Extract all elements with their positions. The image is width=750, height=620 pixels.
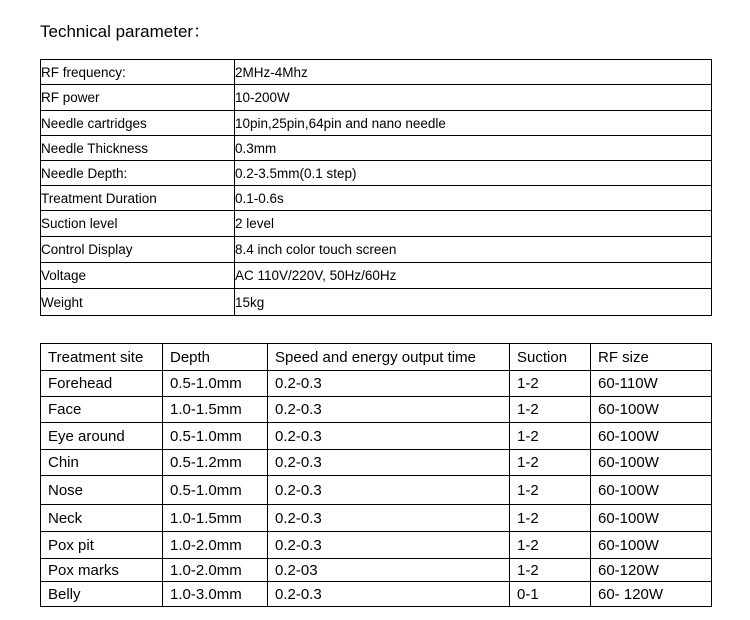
cell-speed-energy-time: 0.2-0.3 [268,476,510,505]
parameter-row [41,186,712,211]
parameter-value: 2 level [235,211,712,237]
cell-suction: 1-2 [510,371,591,397]
cell-speed-energy-time: 0.2-0.3 [268,397,510,423]
cell-depth: 0.5-1.0mm [163,423,268,450]
cell-rf-size: 60-120W [591,559,712,582]
cell-rf-size: 60-100W [591,450,712,476]
column-header-depth: Depth [163,344,268,371]
column-header-suction: Suction [510,344,591,371]
cell-depth: 1.0-2.0mm [163,532,268,559]
cell-depth: 0.5-1.2mm [163,450,268,476]
cell-suction: 1-2 [510,450,591,476]
table-row [41,532,712,559]
cell-treatment-site: Face [41,397,163,423]
cell-rf-size: 60- 120W [591,582,712,607]
parameter-value: 2MHz-4Mhz [235,60,712,85]
cell-suction: 1-2 [510,397,591,423]
table-row [41,476,712,505]
cell-rf-size: 60-100W [591,397,712,423]
cell-suction: 1-2 [510,476,591,505]
cell-speed-energy-time: 0.2-0.3 [268,450,510,476]
cell-rf-size: 60-100W [591,532,712,559]
cell-treatment-site: Pox pit [41,532,163,559]
cell-rf-size: 60-100W [591,423,712,450]
parameter-value: 10-200W [235,85,712,111]
parameter-value: 15kg [235,289,712,316]
cell-suction: 1-2 [510,559,591,582]
parameter-row [41,211,712,237]
cell-speed-energy-time: 0.2-0.3 [268,505,510,532]
table-row [41,423,712,450]
parameter-label: Needle Thickness [41,136,235,161]
cell-treatment-site: Chin [41,450,163,476]
parameter-row [41,136,712,161]
table-row [41,397,712,423]
cell-rf-size: 60-100W [591,505,712,532]
parameter-row [41,161,712,186]
parameter-label: Weight [41,289,235,316]
table-row [41,450,712,476]
parameter-value: 10pin,25pin,64pin and nano needle [235,111,712,136]
cell-suction: 0-1 [510,582,591,607]
table-header-row [41,344,712,371]
technical-parameters-table [40,59,712,316]
cell-speed-energy-time: 0.2-03 [268,559,510,582]
cell-depth: 1.0-1.5mm [163,397,268,423]
parameter-label: RF frequency: [41,60,235,85]
parameter-label: Needle cartridges [41,111,235,136]
parameter-label: Control Display [41,237,235,263]
parameter-value: 0.1-0.6s [235,186,712,211]
parameter-label: Suction level [41,211,235,237]
parameter-row [41,237,712,263]
column-header-treatment-site: Treatment site [41,344,163,371]
cell-depth: 1.0-2.0mm [163,559,268,582]
cell-treatment-site: Neck [41,505,163,532]
column-header-rf-size: RF size [591,344,712,371]
cell-speed-energy-time: 0.2-0.3 [268,423,510,450]
table-row [41,582,712,607]
cell-depth: 0.5-1.0mm [163,371,268,397]
parameter-row [41,263,712,289]
cell-suction: 1-2 [510,423,591,450]
parameter-value: 0.2-3.5mm(0.1 step) [235,161,712,186]
cell-speed-energy-time: 0.2-0.3 [268,582,510,607]
cell-treatment-site: Belly [41,582,163,607]
cell-treatment-site: Pox marks [41,559,163,582]
cell-depth: 1.0-1.5mm [163,505,268,532]
parameter-row [41,289,712,316]
page-title: Technical parameter： [40,22,211,41]
cell-rf-size: 60-110W [591,371,712,397]
parameter-label: Needle Depth: [41,161,235,186]
cell-treatment-site: Nose [41,476,163,505]
parameter-row [41,85,712,111]
table-row [41,505,712,532]
cell-speed-energy-time: 0.2-0.3 [268,371,510,397]
parameter-label: RF power [41,85,235,111]
table-row [41,371,712,397]
cell-rf-size: 60-100W [591,476,712,505]
treatment-sites-table [40,343,712,607]
parameter-value: AC 110V/220V, 50Hz/60Hz [235,263,712,289]
cell-suction: 1-2 [510,532,591,559]
cell-speed-energy-time: 0.2-0.3 [268,532,510,559]
parameter-value: 8.4 inch color touch screen [235,237,712,263]
cell-depth: 0.5-1.0mm [163,476,268,505]
parameter-label: Treatment Duration [41,186,235,211]
parameter-row [41,111,712,136]
parameter-label: Voltage [41,263,235,289]
parameter-row [41,60,712,85]
cell-treatment-site: Forehead [41,371,163,397]
cell-treatment-site: Eye around [41,423,163,450]
cell-depth: 1.0-3.0mm [163,582,268,607]
cell-suction: 1-2 [510,505,591,532]
parameter-value: 0.3mm [235,136,712,161]
table-row [41,559,712,582]
column-header-speed-energy-time: Speed and energy output time [268,344,510,371]
